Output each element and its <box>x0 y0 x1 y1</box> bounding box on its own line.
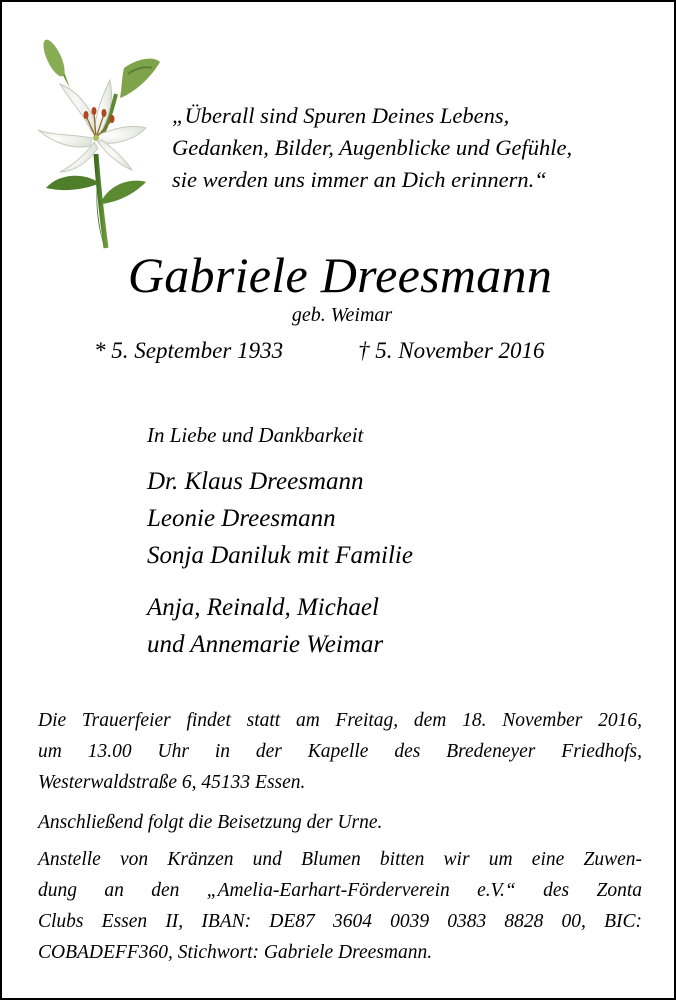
lily-flower-icon <box>24 32 164 250</box>
birth-date: * 5. September 1933 <box>94 338 284 363</box>
donation-line: Anstelle von Kränzen und Blumen bitten wir um eine Zuwen- <box>38 849 642 870</box>
donation-line: Clubs Essen II, IBAN: DE87 3604 0039 0383 8828 00, BIC: <box>38 911 642 932</box>
urn-line: Anschließend folgt die Beisetzung der Urne. <box>38 812 383 833</box>
funeral-details <box>38 705 642 798</box>
mourners-group <box>147 463 413 574</box>
deceased-name: Gabriele Dreesmann <box>127 247 553 303</box>
donation-line: COBADEFF360, Stichwort: Gabriele Dreesmann. <box>38 942 433 963</box>
urn-burial-note <box>38 807 642 838</box>
funeral-line: Westerwaldstraße 6, 45133 Essen. <box>38 772 306 793</box>
death-date: † 5. November 2016 <box>358 338 545 363</box>
quote-line: „Überall sind Spuren Deines Lebens, <box>172 103 510 128</box>
quote-line: Gedanken, Bilder, Augenblicke und Gefühle, <box>172 135 573 160</box>
donation-line: dung an den „Amelia-Earhart-Förderverein e.V.“ des Zonta <box>38 880 642 901</box>
mourner-name: Sonja Daniluk mit Familie <box>147 542 413 569</box>
mourner-name: Dr. Klaus Dreesmann <box>147 468 364 495</box>
mourners-group <box>147 589 383 663</box>
donation-request <box>38 844 642 968</box>
mourners-intro: In Liebe und Dankbarkeit <box>147 423 364 447</box>
funeral-line: Die Trauerfeier findet statt am Freitag, dem 18. November 2016, <box>38 710 642 731</box>
memorial-quote <box>172 100 662 196</box>
funeral-line: um 13.00 Uhr in der Kapelle des Bredeneyer Friedhofs, <box>38 741 642 762</box>
birth-name: geb. Weimar <box>291 304 393 326</box>
mourner-name: und Annemarie Weimar <box>147 631 384 658</box>
quote-line: sie werden uns immer an Dich erinnern.“ <box>172 167 547 192</box>
mourner-name: Leonie Dreesmann <box>147 505 336 532</box>
mourner-name: Anja, Reinald, Michael <box>147 594 379 621</box>
